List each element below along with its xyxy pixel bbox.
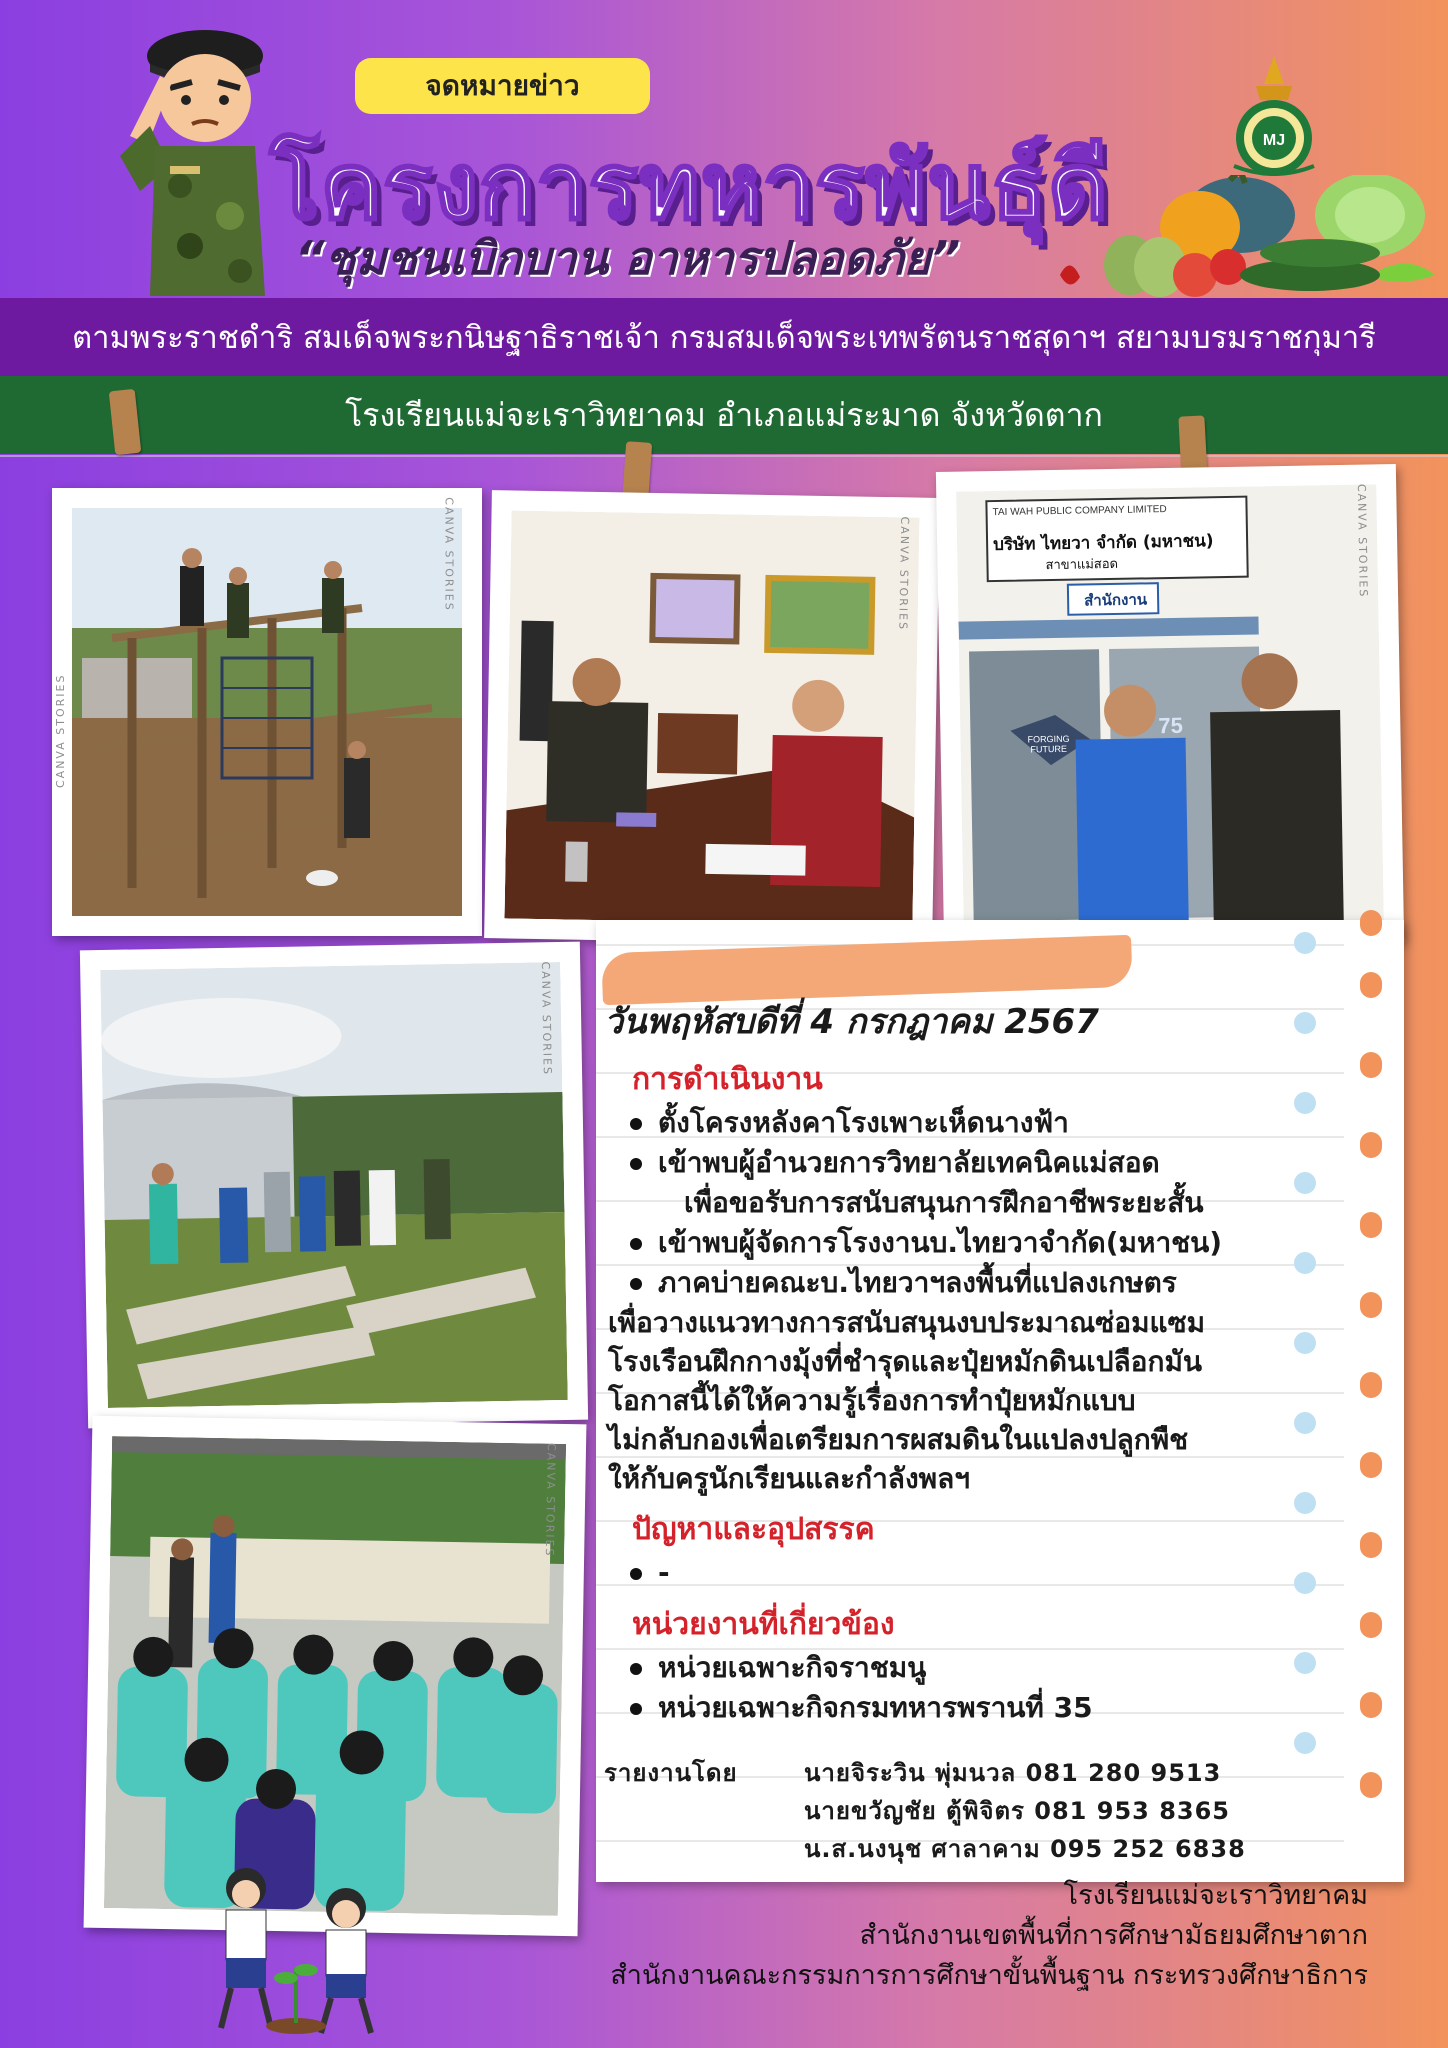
bullet-icon <box>630 1568 642 1580</box>
photo-card-taiwah-manager <box>936 464 1404 950</box>
bullet-icon <box>630 1703 642 1715</box>
bullet-icon <box>630 1663 642 1675</box>
footer-school: โรงเรียนแม่จะเราวิทยาคม <box>1063 1880 1368 1911</box>
footer <box>610 1876 1368 1996</box>
reporter-line: นายขวัญชัย ตู้พิจิตร 081 953 8365 <box>804 1797 1230 1825</box>
project-slogan: “ชุมชนเบิกบาน อาหารปลอดภัย” <box>295 231 961 285</box>
list-item: ภาคบ่ายคณะบ.ไทยวาฯลงพื้นที่แปลงเกษตร <box>630 1263 1364 1303</box>
photo-card-meeting-director <box>484 490 940 946</box>
notebook-hole-icon <box>1294 932 1316 954</box>
clothesline <box>0 455 1448 457</box>
operations-heading: การดำเนินงาน <box>632 1062 823 1097</box>
list-item: เข้าพบผู้อำนวยการวิทยาลัยเทคนิคแม่สอด เพื่อขอรับการสนับสนุนการฝึกอาชีพระยะสั้น <box>630 1143 1364 1223</box>
list-item: หน่วยเฉพาะกิจกรมทหารพรานที่ 35 <box>630 1688 1364 1728</box>
reporters-block <box>604 1754 1364 1868</box>
reported-by-label: รายงานโดย <box>604 1759 738 1787</box>
units-heading: หน่วยงานที่เกี่ยวข้อง <box>632 1607 895 1642</box>
photo-compost-training <box>104 1436 566 1916</box>
report-date: วันพฤหัสบดีที่ 4 กรกฎาคม 2567 <box>604 1002 1099 1042</box>
canva-watermark: CANVA STORIES <box>54 673 67 788</box>
photo-roof-construction <box>72 508 462 916</box>
list-item: เข้าพบผู้จัดการโรงงานบ.ไทยวาจำกัด(มหาชน) <box>630 1223 1364 1263</box>
bullet-icon <box>630 1158 642 1170</box>
notebook-tab-icon <box>1360 910 1382 936</box>
canva-watermark: CANVA STORIES <box>442 497 456 612</box>
photo-meeting-director <box>504 510 919 925</box>
kids-planting-illustration-icon <box>186 1858 406 2038</box>
sign-office: สำนักงาน <box>1083 590 1148 610</box>
problems-heading: ปัญหาและอุปสรรค <box>632 1512 875 1547</box>
photo-card-mushroom-roof <box>52 488 482 936</box>
list-item: ตั้งโครงหลังคาโรงเพาะเห็ดนางฟ้า <box>630 1103 1364 1143</box>
students-training-image <box>104 1436 566 1916</box>
photo-card-farm-visit <box>80 942 588 1429</box>
photo-taiwah-office <box>956 484 1384 929</box>
footer-ministry: สำนักงานคณะกรรมการการศึกษาขั้นพื้นฐาน กระทรวงศึกษาธิการ <box>610 1960 1368 1991</box>
sign-forging-future: FORGING FUTURE <box>1027 733 1070 755</box>
reporter-line: นายจิระวิน พุ่มนวล 081 280 9513 <box>804 1759 1222 1787</box>
canva-watermark: CANVA STORIES <box>538 961 554 1077</box>
canva-watermark: CANVA STORIES <box>895 516 911 632</box>
roof-construction-image <box>72 508 462 916</box>
footer-area-office: สำนักงานเขตพื้นที่การศึกษามัธยมศึกษาตาก <box>859 1920 1368 1951</box>
sign-75-years: 75 <box>1158 712 1184 739</box>
sign-company-name: บริษัท ไทยวา จำกัด (มหาชน) <box>992 531 1214 556</box>
list-item: หน่วยเฉพาะกิจราชมนู <box>630 1648 1364 1688</box>
canva-watermark: CANVA STORIES <box>542 1442 558 1558</box>
bullet-icon <box>630 1118 642 1130</box>
operations-paragraph: เพื่อวางแนวทางการสนับสนุนงบประมาณซ่อมแซม โรงเรือนฝึกกางมุ้งที่ชำรุดและปุ๋ยหมักดินเปลือกมัน โอกาสนี้ได้ให้ความรู้เรื่องการทำปุ๋ยหมักแบบ ไม่กลับกองเพื่อเตรียมการผสมดินในแปลงปลูกพืช ให้กับครูนักเรียนและกำลังพลฯ <box>608 1306 1206 1495</box>
vegetables-illustration-icon <box>1030 175 1440 303</box>
reporter-line: น.ส.นงนุช ศาลาคาม 095 252 6838 <box>804 1835 1246 1863</box>
list-item: - <box>630 1553 1364 1593</box>
sign-branch: สาขาแม่สอด <box>1045 556 1119 574</box>
school-emblem-icon <box>1228 54 1320 182</box>
bullet-icon <box>630 1278 642 1290</box>
report-text <box>604 994 1364 1868</box>
newsletter-badge: จดหมายข่าว <box>355 58 650 114</box>
photo-farm-visit <box>100 962 568 1408</box>
bullet-icon <box>630 1238 642 1250</box>
meeting-image <box>504 510 919 925</box>
svg-text:MJ: MJ <box>1262 132 1286 149</box>
farm-visit-image <box>100 962 568 1408</box>
school-banner: โรงเรียนแม่จะเราวิทยาคม อำเภอแม่ระมาด จังหวัดตาก <box>0 376 1448 454</box>
royal-initiative-banner: ตามพระราชดำริ สมเด็จพระกนิษฐาธิราชเจ้า กรมสมเด็จพระเทพรัตนราชสุดาฯ สยามบรมราชกุมารี <box>0 298 1448 376</box>
canva-watermark: CANVA STORIES <box>1354 483 1370 599</box>
project-title: โครงการทหารพันธุ์ดี <box>270 133 1109 240</box>
sign-company-en: TAI WAH PUBLIC COMPANY LIMITED <box>992 504 1167 519</box>
soldier-cartoon-icon <box>110 16 280 296</box>
